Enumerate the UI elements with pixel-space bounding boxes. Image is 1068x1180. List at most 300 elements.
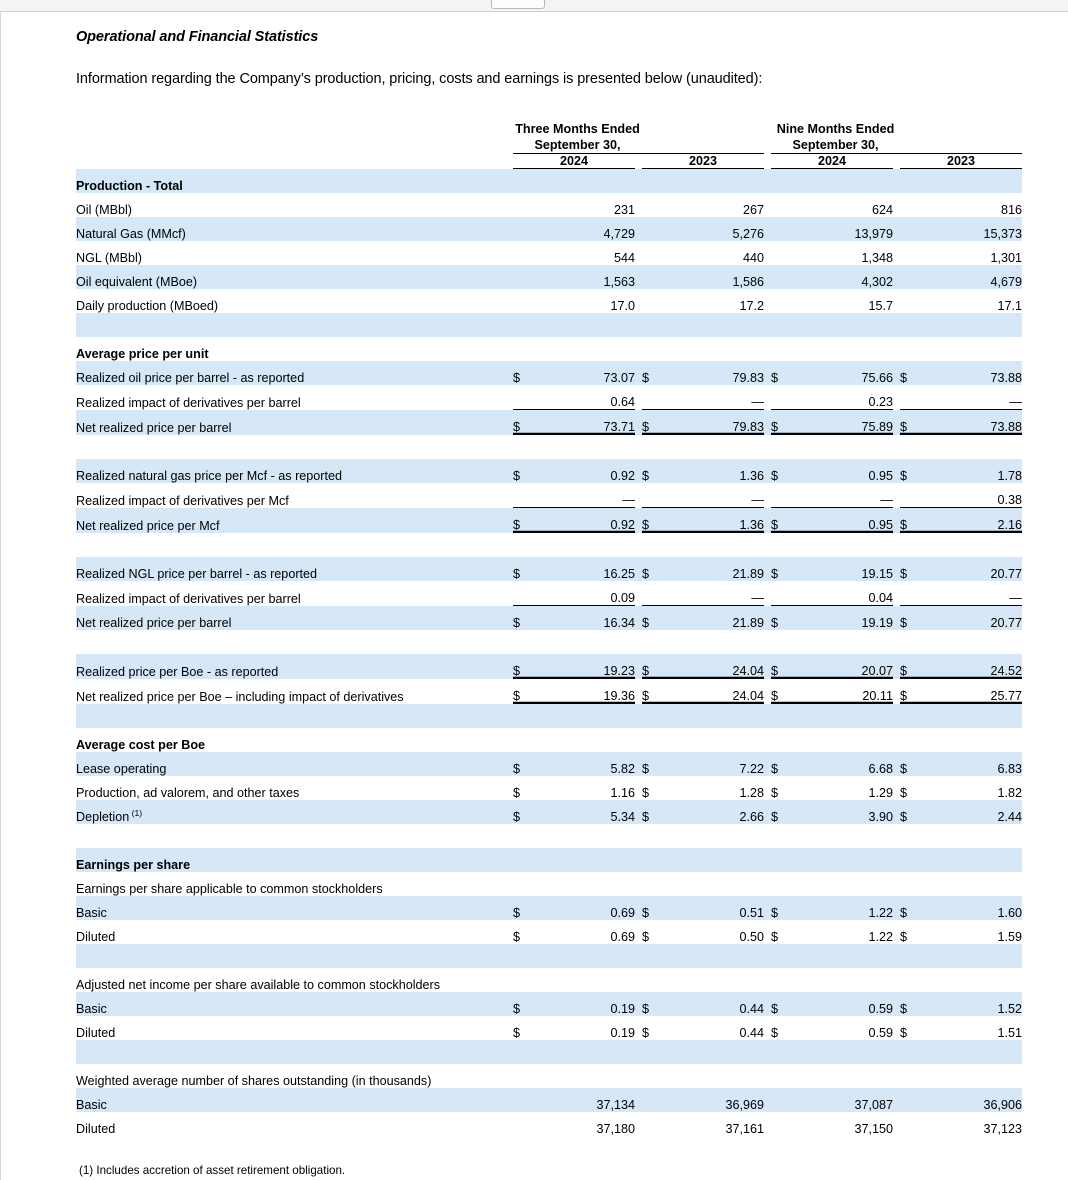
spacer-cell	[771, 313, 797, 337]
row-label: Basic	[76, 992, 513, 1016]
spacer-cell	[76, 944, 513, 968]
section-heading-filler	[635, 728, 642, 752]
column-gap	[764, 1064, 771, 1088]
spacer-cell	[771, 630, 797, 654]
spacer-row	[76, 630, 1022, 654]
spacer-cell	[668, 630, 764, 654]
spacer-cell	[926, 313, 1022, 337]
column-gap	[764, 896, 771, 920]
currency-symbol	[900, 241, 926, 265]
currency-symbol	[900, 581, 926, 606]
currency-symbol: $	[900, 786, 908, 801]
data-value: 624	[872, 203, 894, 218]
data-value	[797, 968, 893, 992]
row-label: Production, ad valorem, and other taxes	[76, 786, 300, 801]
spacer-cell	[900, 704, 926, 729]
currency-symbol: $	[771, 752, 797, 776]
data-value: 0.19	[610, 1026, 635, 1041]
section-heading-filler	[900, 337, 926, 361]
spacer-cell	[900, 824, 926, 848]
header-year-y-2023: 2023	[900, 154, 1022, 169]
table-row	[76, 193, 1022, 217]
spacer-cell	[513, 533, 539, 558]
currency-symbol	[642, 241, 668, 265]
currency-symbol	[900, 968, 926, 992]
data-value: 17.1	[997, 299, 1023, 314]
section-heading-row	[76, 169, 1022, 194]
spacer-cell	[635, 704, 642, 729]
data-value: 37,134	[539, 1088, 635, 1112]
operational-financial-statistics-table	[76, 122, 1022, 1136]
currency-symbol: $	[771, 896, 797, 920]
data-value: 1.22	[868, 930, 894, 945]
currency-symbol	[642, 385, 668, 410]
data-value: 73.07	[539, 361, 635, 385]
data-value: 75.89	[797, 410, 893, 435]
data-value: 24.52	[926, 654, 1022, 679]
column-gap	[893, 385, 900, 410]
spacer-row	[76, 435, 1022, 460]
spacer-cell	[771, 533, 797, 558]
spacer-cell	[893, 533, 900, 558]
spacer-cell	[797, 435, 893, 460]
spacer-cell	[926, 533, 1022, 558]
currency-symbol: $	[642, 361, 668, 385]
data-value: 1.60	[926, 896, 1022, 920]
section-heading-filler	[635, 848, 642, 872]
spacer-cell	[797, 704, 893, 729]
currency-symbol	[900, 872, 926, 896]
row-label: Net realized price per Boe – including impact of derivatives	[76, 689, 404, 704]
currency-symbol: $	[771, 992, 797, 1016]
currency-symbol: $	[771, 679, 797, 704]
currency-symbol	[642, 581, 668, 606]
data-value: 17.0	[610, 299, 635, 314]
data-value: 15.7	[868, 299, 894, 314]
section-heading-filler	[797, 848, 893, 872]
column-gap	[893, 508, 900, 533]
currency-symbol: $	[513, 896, 539, 920]
data-value: 2.16	[926, 508, 1022, 533]
data-value: 1,301	[990, 251, 1023, 266]
spacer-row	[76, 824, 1022, 848]
data-value: 4,679	[926, 265, 1022, 289]
currency-symbol: $	[900, 557, 926, 581]
column-gap	[764, 752, 771, 776]
column-gap	[635, 217, 642, 241]
currency-symbol	[771, 193, 797, 217]
table-row	[76, 385, 1022, 410]
spacer-cell	[893, 824, 900, 848]
data-value: 6.68	[797, 752, 893, 776]
currency-symbol: $	[771, 508, 797, 533]
spacer-cell	[642, 1040, 668, 1064]
data-value: 2.44	[926, 800, 1022, 824]
section-heading: Production - Total	[76, 169, 513, 194]
currency-symbol: $	[900, 1026, 908, 1041]
currency-symbol	[513, 289, 539, 313]
row-label: NGL (MBbl)	[76, 251, 143, 266]
column-gap	[764, 289, 771, 313]
currency-symbol	[771, 265, 797, 289]
data-value: 0.04	[868, 591, 894, 606]
currency-symbol	[642, 872, 668, 896]
spacer-cell	[513, 824, 539, 848]
spacer-cell	[926, 435, 1022, 460]
section-heading-filler	[893, 169, 900, 194]
section-heading: Average price per unit	[76, 347, 209, 362]
header-year-q-2023: 2023	[642, 154, 764, 169]
currency-symbol	[513, 241, 539, 265]
data-value: 73.88	[926, 361, 1022, 385]
column-gap	[893, 920, 900, 944]
table-row	[76, 217, 1022, 241]
section-heading-filler	[642, 337, 668, 361]
column-gap	[764, 920, 771, 944]
currency-symbol: $	[642, 752, 668, 776]
column-gap	[764, 872, 771, 896]
data-value: 16.25	[539, 557, 635, 581]
column-gap	[635, 679, 642, 704]
spacer-cell	[764, 944, 771, 968]
data-value: 75.66	[797, 361, 893, 385]
spacer-cell	[764, 313, 771, 337]
column-gap	[764, 459, 771, 483]
currency-symbol: $	[513, 459, 539, 483]
spacer-cell	[635, 313, 642, 337]
data-value: —	[751, 395, 765, 410]
table-row	[76, 459, 1022, 483]
spacer-cell	[797, 533, 893, 558]
column-gap	[764, 265, 771, 289]
spacer-cell	[764, 824, 771, 848]
data-value: 816	[1001, 203, 1023, 218]
data-value	[539, 1064, 635, 1088]
spacer-cell	[900, 533, 926, 558]
spacer-cell	[642, 435, 668, 460]
spacer-cell	[76, 1040, 513, 1064]
spacer-cell	[668, 435, 764, 460]
currency-symbol: $	[900, 410, 926, 435]
table-row	[76, 483, 1022, 508]
column-gap	[764, 410, 771, 435]
row-label: Basic	[76, 896, 513, 920]
data-value: 20.11	[797, 679, 893, 704]
toolbar-button-partial[interactable]	[491, 0, 545, 9]
data-value: 24.04	[668, 654, 764, 679]
spacer-cell	[771, 824, 797, 848]
row-label: Realized NGL price per barrel - as reported	[76, 557, 513, 581]
row-label: Realized impact of derivatives per barrel	[76, 395, 301, 410]
currency-symbol	[900, 483, 926, 508]
currency-symbol	[900, 265, 926, 289]
currency-symbol: $	[900, 800, 926, 824]
spacer-cell	[893, 1040, 900, 1064]
spacer-cell	[635, 824, 642, 848]
data-value: 36,969	[668, 1088, 764, 1112]
data-value: 0.92	[539, 459, 635, 483]
section-heading-filler	[642, 169, 668, 194]
currency-symbol	[513, 385, 539, 410]
section-heading-filler	[893, 337, 900, 361]
data-value: 1.59	[997, 930, 1023, 945]
column-gap	[893, 872, 900, 896]
spacer-cell	[513, 1040, 539, 1064]
section-heading-filler	[926, 169, 1022, 194]
column-gap	[764, 193, 771, 217]
row-label: Realized oil price per barrel - as reported	[76, 361, 513, 385]
data-value	[539, 872, 635, 896]
column-gap	[635, 557, 642, 581]
spacer-cell	[76, 435, 513, 460]
section-heading-filler	[764, 728, 771, 752]
row-label: Net realized price per barrel	[76, 606, 513, 631]
spacer-cell	[76, 533, 513, 558]
currency-symbol	[900, 217, 926, 241]
currency-symbol: $	[771, 361, 797, 385]
section-heading-filler	[635, 169, 642, 194]
data-value: 19.15	[797, 557, 893, 581]
data-value: 5.82	[539, 752, 635, 776]
section-heading-filler	[513, 728, 539, 752]
row-label: Weighted average number of shares outstanding (in thousands)	[76, 1074, 432, 1089]
spacer-cell	[76, 824, 513, 848]
section-heading-filler	[513, 848, 539, 872]
row-label: Oil (MBbl)	[76, 203, 132, 218]
spacer-cell	[635, 533, 642, 558]
table-header	[76, 122, 1022, 169]
section-heading-filler	[771, 728, 797, 752]
data-value: 0.44	[668, 992, 764, 1016]
column-gap	[764, 992, 771, 1016]
column-gap	[764, 679, 771, 704]
section-heading-filler	[771, 337, 797, 361]
table-row	[76, 872, 1022, 896]
section-heading-filler	[764, 169, 771, 194]
spacer-cell	[668, 313, 764, 337]
data-value: 1.16	[610, 786, 635, 801]
currency-symbol: $	[642, 679, 668, 704]
currency-symbol: $	[642, 410, 668, 435]
column-gap	[764, 483, 771, 508]
data-value: 0.69	[610, 930, 635, 945]
data-value: 2.66	[668, 800, 764, 824]
table-row	[76, 1112, 1022, 1136]
column-gap	[635, 1064, 642, 1088]
header-year-blank	[76, 154, 513, 169]
column-gap	[893, 800, 900, 824]
data-value: 0.51	[668, 896, 764, 920]
table-row	[76, 679, 1022, 704]
data-value	[926, 968, 1022, 992]
data-value: 19.19	[797, 606, 893, 631]
section-heading-filler	[900, 728, 926, 752]
data-value: 1.52	[926, 992, 1022, 1016]
spacer-cell	[797, 1040, 893, 1064]
table-row	[76, 241, 1022, 265]
row-label: Diluted	[76, 930, 116, 945]
spacer-cell	[764, 704, 771, 729]
spacer-cell	[76, 313, 513, 337]
data-value: 0.19	[539, 992, 635, 1016]
spacer-cell	[635, 944, 642, 968]
table-row	[76, 1016, 1022, 1040]
data-value	[797, 872, 893, 896]
header-corner-blank	[76, 122, 513, 154]
section-heading-filler	[539, 169, 635, 194]
currency-symbol	[771, 581, 797, 606]
currency-symbol: $	[642, 508, 668, 533]
column-gap	[893, 1088, 900, 1112]
data-value: 0.23	[868, 395, 894, 410]
spacer-cell	[771, 1040, 797, 1064]
header-year-gap-2	[764, 154, 771, 169]
column-gap	[764, 968, 771, 992]
currency-symbol	[771, 968, 797, 992]
data-value	[668, 968, 764, 992]
currency-symbol	[513, 193, 539, 217]
currency-symbol	[900, 385, 926, 410]
table-row	[76, 992, 1022, 1016]
row-label: Lease operating	[76, 752, 513, 776]
spacer-cell	[513, 435, 539, 460]
column-gap	[893, 776, 900, 800]
data-value: 1.36	[668, 508, 764, 533]
data-value: 1.22	[797, 896, 893, 920]
currency-symbol: $	[513, 557, 539, 581]
page-title: Operational and Financial Statistics	[76, 29, 319, 45]
data-value: 231	[613, 203, 635, 218]
row-label: Basic	[76, 1088, 513, 1112]
spacer-cell	[635, 630, 642, 654]
column-gap	[635, 1088, 642, 1112]
spacer-cell	[539, 630, 635, 654]
column-gap	[893, 968, 900, 992]
spacer-cell	[76, 704, 513, 729]
currency-symbol	[513, 1112, 539, 1136]
data-value: 25.77	[926, 679, 1022, 704]
column-gap	[893, 1112, 900, 1136]
currency-symbol	[513, 1088, 539, 1112]
column-gap	[893, 483, 900, 508]
spacer-cell	[668, 824, 764, 848]
data-value: 0.92	[539, 508, 635, 533]
row-label: Diluted	[76, 1122, 116, 1137]
table-row	[76, 1088, 1022, 1112]
row-label: Oil equivalent (MBoe)	[76, 265, 513, 289]
row-label: Diluted	[76, 1026, 116, 1041]
spacer-cell	[513, 944, 539, 968]
spacer-cell	[539, 313, 635, 337]
spacer-cell	[893, 313, 900, 337]
column-gap	[893, 193, 900, 217]
data-value: 17.2	[739, 299, 765, 314]
data-value: 1.29	[868, 786, 894, 801]
table-row	[76, 289, 1022, 313]
data-value: 79.83	[668, 361, 764, 385]
currency-symbol: $	[513, 654, 539, 679]
table-row	[76, 606, 1022, 631]
currency-symbol	[642, 968, 668, 992]
table-row	[76, 968, 1022, 992]
data-value: 19.23	[539, 654, 635, 679]
currency-symbol: $	[771, 1026, 779, 1041]
spacer-cell	[926, 1040, 1022, 1064]
table-row	[76, 1064, 1022, 1088]
data-value: 0.95	[797, 508, 893, 533]
column-gap	[635, 968, 642, 992]
header-year-gap-1	[635, 154, 642, 169]
row-label: Realized price per Boe - as reported	[76, 654, 513, 679]
row-label: Realized natural gas price per Mcf - as reported	[76, 459, 513, 483]
currency-symbol	[900, 1064, 926, 1088]
spacer-cell	[513, 630, 539, 654]
spacer-cell	[771, 704, 797, 729]
data-value: 0.09	[610, 591, 635, 606]
column-gap	[764, 557, 771, 581]
data-value: 19.36	[539, 679, 635, 704]
data-value: 24.04	[668, 679, 764, 704]
spacer-cell	[635, 1040, 642, 1064]
section-heading-filler	[513, 337, 539, 361]
currency-symbol	[642, 1088, 668, 1112]
row-label: Depletion $^{(1)}$	[76, 800, 513, 824]
section-heading-filler	[771, 848, 797, 872]
spacer-cell	[900, 944, 926, 968]
footnote-marker: (1)	[129, 808, 143, 819]
data-value: 20.77	[926, 606, 1022, 631]
data-value: 4,729	[539, 217, 635, 241]
currency-symbol	[900, 1112, 926, 1136]
row-label: Adjusted net income per share available to common stockholders	[76, 978, 441, 993]
column-gap	[764, 361, 771, 385]
column-gap	[764, 217, 771, 241]
section-heading: Average cost per Boe	[76, 738, 206, 753]
spacer-cell	[926, 944, 1022, 968]
spacer-cell	[893, 435, 900, 460]
currency-symbol: $	[771, 654, 797, 679]
data-value: 7.22	[668, 752, 764, 776]
section-heading-row	[76, 728, 1022, 752]
currency-symbol	[513, 217, 539, 241]
column-gap	[893, 654, 900, 679]
spacer-cell	[771, 435, 797, 460]
data-value: 1,563	[539, 265, 635, 289]
spacer-cell	[513, 704, 539, 729]
row-label: Net realized price per Mcf	[76, 508, 513, 533]
spacer-row	[76, 313, 1022, 337]
column-gap	[635, 776, 642, 800]
section-heading-filler	[642, 848, 668, 872]
column-gap	[764, 508, 771, 533]
data-value: 73.71	[539, 410, 635, 435]
row-label: Natural Gas (MMcf)	[76, 217, 513, 241]
data-value	[539, 968, 635, 992]
currency-symbol	[642, 265, 668, 289]
header-group-three-months-cont	[642, 122, 764, 154]
spacer-row	[76, 1040, 1022, 1064]
currency-symbol	[771, 1064, 797, 1088]
section-heading-filler	[797, 337, 893, 361]
data-value: —	[751, 591, 765, 606]
column-gap	[635, 1112, 642, 1136]
data-value: 0.38	[997, 493, 1023, 508]
section-heading-filler	[797, 169, 893, 194]
data-value: 0.44	[739, 1026, 765, 1041]
currency-symbol: $	[642, 786, 650, 801]
spacer-cell	[797, 944, 893, 968]
spacer-cell	[764, 435, 771, 460]
